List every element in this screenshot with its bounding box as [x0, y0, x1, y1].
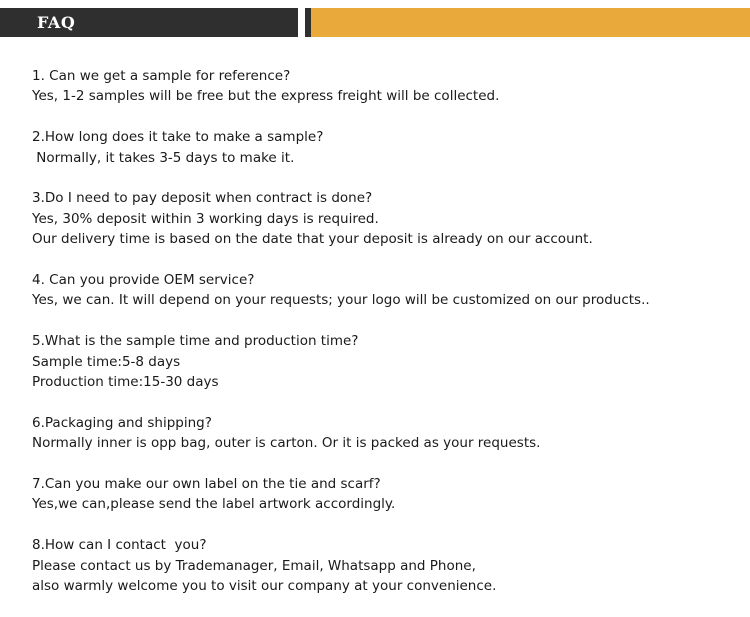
header-gap	[298, 8, 305, 37]
faq-title: FAQ	[37, 13, 76, 32]
faq-header-banner	[0, 8, 750, 37]
header-orange-band	[311, 8, 750, 37]
faq-answer-line: Our delivery time is based on the date that your deposit is already on our account.	[32, 231, 593, 248]
faq-answer-line: Normally, it takes 3-5 days to make it.	[32, 149, 295, 166]
faq-question: 8.How can I contact you?	[32, 537, 207, 554]
faq-question: 6.Packaging and shipping?	[32, 414, 212, 431]
faq-item-1	[32, 66, 742, 107]
faq-item-8	[32, 535, 742, 596]
faq-answer-line: Sample time:5-8 days	[32, 353, 181, 370]
faq-list	[32, 66, 742, 617]
faq-question: 7.Can you make our own label on the tie and scarf?	[32, 476, 381, 493]
faq-answer-line: Yes,we can,please send the label artwork accordingly.	[32, 496, 396, 513]
faq-item-6	[32, 413, 742, 454]
faq-question: 3.Do I need to pay deposit when contract is done?	[32, 190, 373, 207]
faq-answer-line: also warmly welcome you to visit our company at your convenience.	[32, 578, 497, 595]
faq-item-2	[32, 127, 742, 168]
faq-answer-line: Yes, 1-2 samples will be free but the express freight will be collected.	[32, 88, 500, 105]
faq-item-7	[32, 474, 742, 515]
faq-answer-line: Normally inner is opp bag, outer is carton. Or it is packed as your requests.	[32, 435, 541, 452]
faq-answer-line: Yes, 30% deposit within 3 working days is required.	[32, 210, 379, 227]
faq-item-4	[32, 270, 742, 311]
faq-item-3	[32, 188, 742, 249]
faq-answer-line: Please contact us by Trademanager, Email, Whatsapp and Phone,	[32, 557, 476, 574]
faq-question: 1. Can we get a sample for reference?	[32, 68, 291, 84]
faq-question: 2.How long does it take to make a sample?	[32, 129, 324, 146]
faq-answer-line: Production time:15-30 days	[32, 374, 219, 391]
faq-question: 5.What is the sample time and production time?	[32, 333, 359, 350]
faq-answer-line: Yes, we can. It will depend on your requests; your logo will be customized on our products..	[32, 292, 650, 309]
faq-item-5	[32, 331, 742, 392]
faq-question: 4. Can you provide OEM service?	[32, 272, 255, 289]
